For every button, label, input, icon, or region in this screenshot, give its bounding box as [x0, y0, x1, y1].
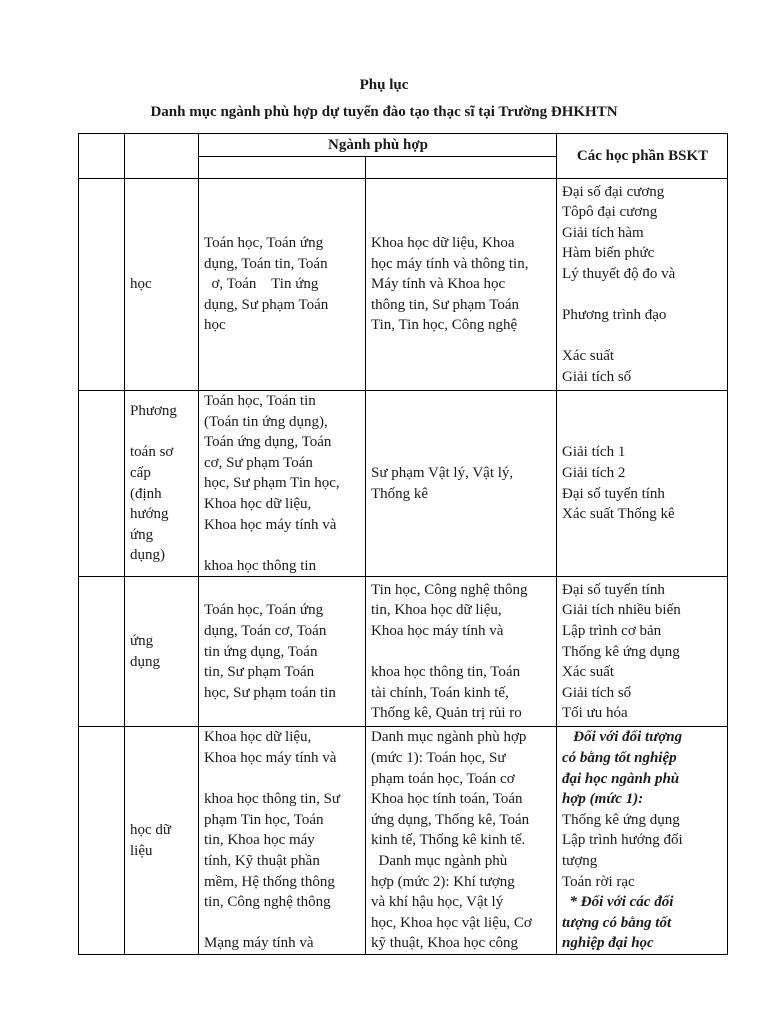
cell-line	[204, 769, 361, 790]
cell-line: khoa học thông tin, Toán	[371, 664, 521, 681]
bskt-courses-cell	[557, 179, 728, 391]
cell-line	[204, 913, 361, 934]
cell-line: học, Khoa học vật liệu, Cơ	[371, 914, 532, 931]
cell-line: Giải tích số	[562, 368, 632, 385]
cell-line: Lập trình cơ bản	[562, 622, 662, 639]
cell-line: Xác suất Thống kê	[562, 506, 675, 523]
cell-line: Toán rời rạc	[562, 873, 635, 890]
cell-line	[562, 285, 723, 306]
cell-line: kinh tế, Thống kê kinh tế.	[371, 832, 526, 849]
cell-line: Khoa học máy tính và	[204, 516, 337, 533]
cell-line: Lập trình hướng đối	[562, 832, 683, 849]
cell-line: kỹ thuật, Khoa học công	[371, 935, 519, 952]
cell-line: khoa học thông tin	[204, 557, 317, 574]
bskt-courses-cell	[557, 727, 728, 955]
cell-line: cơ, Sư phạm Toán	[204, 454, 313, 471]
cell-line: tài chính, Toán kinh tế,	[371, 684, 509, 701]
cell-line: mềm, Hệ thống thông	[204, 873, 335, 890]
cell-line: Đại số tuyến tính	[562, 581, 665, 598]
cell-line: Tin, Tin học, Công nghệ	[371, 317, 518, 334]
cell-line: có bằng tốt nghiệp	[562, 749, 677, 766]
table-row	[79, 577, 728, 727]
cell-line	[130, 422, 194, 443]
cell-line	[562, 326, 723, 347]
cell-line: học, Sư phạm Tin học,	[204, 475, 340, 492]
programs-table	[78, 133, 728, 955]
cell-line: phạm toán học, Toán cơ	[371, 770, 515, 787]
cell-line: tin, Sư phạm Toán	[204, 664, 315, 681]
cell-line: Toán ứng dụng, Toán	[204, 434, 332, 451]
cell-line: Phương	[130, 403, 177, 420]
header-blank-col2	[366, 157, 557, 179]
header-bskt: Các học phần BSKT	[557, 134, 728, 179]
suitable-majors-cell-2	[366, 577, 557, 727]
cell-line: Thống kê ứng dụng	[562, 811, 680, 828]
cell-line: Lý thuyết độ đo và	[562, 265, 676, 282]
cell-line: tin, Khoa học máy	[204, 832, 315, 849]
cell-line: Tin học, Công nghệ thông	[371, 581, 528, 598]
cell-line: Khoa học dữ liệu,	[204, 495, 312, 512]
cell-line: cấp	[130, 465, 151, 482]
cell-line: Hàm biến phức	[562, 245, 655, 262]
cell-line: tin, Khoa học dữ liệu,	[371, 602, 502, 619]
cell-line: Đối với đối tượng	[562, 729, 683, 746]
suitable-majors-cell-1	[199, 391, 366, 577]
cell-line: Khoa học máy tính và	[204, 749, 337, 766]
cell-line: tượng có bằng tốt	[562, 914, 672, 931]
cell-line: Danh mục ngành phù hợp	[371, 729, 527, 746]
cell-line: Tôpô đại cương	[562, 204, 658, 221]
program-name-cell	[125, 391, 199, 577]
suitable-majors-cell-1	[199, 179, 366, 391]
suitable-majors-cell-2	[366, 391, 557, 577]
cell-line: Toán học, Toán ứng	[204, 235, 324, 252]
cell-line: Mạng máy tính và	[204, 935, 314, 952]
cell-line: học, Sư phạm toán tin	[204, 684, 336, 701]
cell-line: Xác suất	[562, 348, 615, 365]
cell-line: liệu	[130, 842, 153, 859]
program-name-cell	[125, 577, 199, 727]
cell-line: Khoa học máy tính và	[371, 622, 504, 639]
cell-line: Thống kê	[371, 485, 429, 502]
cell-line: Giải tích nhiều biến	[562, 602, 681, 619]
cell-line: dụng	[130, 653, 160, 670]
cell-line: ứng	[130, 526, 154, 543]
cell-line: phạm Tin học, Toán	[204, 811, 324, 828]
cell-line: thông tin, Sư phạm Toán	[371, 296, 520, 313]
cell-line: Giải tích hàm	[562, 224, 644, 241]
program-name-cell	[125, 727, 199, 955]
cell-line: khoa học thông tin, Sư	[204, 791, 341, 808]
cell-line: Thống kê, Quản trị rủi ro	[371, 705, 522, 722]
cell-line: hợp (mức 1):	[562, 791, 644, 808]
cell-line: học dữ	[130, 822, 172, 839]
cell-line: tượng	[562, 852, 598, 869]
table-row	[79, 727, 728, 955]
cell-line: Phương trình đạo	[562, 307, 667, 324]
header-suitable-majors: Ngành phù hợp	[199, 134, 557, 157]
cell-line: nghiệp đại học	[562, 935, 654, 952]
cell-line: Tối ưu hóa	[562, 705, 628, 722]
cell-line: dụng, Sư phạm Toán	[204, 296, 329, 313]
cell-line: Toán học, Toán ứng	[204, 602, 324, 619]
cell-line: học máy tính và thông tin,	[371, 255, 529, 272]
row-number-cell	[79, 577, 125, 727]
table-row	[79, 391, 728, 577]
cell-line: (Toán tin ứng dụng),	[204, 413, 328, 430]
cell-line: toán sơ	[130, 444, 174, 461]
cell-line: Giải tích số	[562, 684, 632, 701]
cell-line: Giải tích 1	[562, 444, 626, 461]
table-row	[79, 179, 728, 391]
suitable-majors-cell-2	[366, 179, 557, 391]
page-title: Phụ lục	[359, 77, 409, 93]
cell-line: dụng, Toán cơ, Toán	[204, 622, 327, 639]
cell-line: ơ, Toán Tin ứng	[204, 276, 319, 293]
cell-line: Máy tính và Khoa học	[371, 276, 506, 293]
cell-line: * Đối với các đối	[562, 894, 674, 911]
cell-line: Khoa học tính toán, Toán	[371, 791, 523, 808]
program-name-cell	[125, 179, 199, 391]
cell-line: Sư phạm Vật lý, Vật lý,	[371, 465, 514, 482]
cell-line: học	[130, 276, 152, 293]
header-blank-number	[79, 134, 125, 179]
bskt-courses-cell	[557, 577, 728, 727]
cell-line: dụng)	[130, 547, 165, 564]
row-number-cell	[79, 391, 125, 577]
cell-line: Đại số tuyến tính	[562, 485, 665, 502]
cell-line: (mức 1): Toán học, Sư	[371, 749, 506, 766]
suitable-majors-cell-1	[199, 577, 366, 727]
cell-line: hợp (mức 2): Khí tượng	[371, 873, 515, 890]
cell-line: đại học ngành phù	[562, 770, 680, 787]
row-number-cell	[79, 727, 125, 955]
cell-line: Thống kê ứng dụng	[562, 643, 680, 660]
cell-line: Khoa học dữ liệu, Khoa	[371, 235, 515, 252]
cell-line: hướng	[130, 506, 169, 523]
row-number-cell	[79, 179, 125, 391]
page-subtitle: Danh mục ngành phù hợp dự tuyển đào tạo thạc sĩ tại Trường ĐHKHTN	[150, 104, 618, 120]
cell-line: Đại số đại cương	[562, 183, 665, 200]
cell-line: tin, Công nghệ thông	[204, 894, 331, 911]
header-blank-program	[125, 134, 199, 179]
cell-line	[371, 642, 552, 663]
cell-line: Danh mục ngành phù	[371, 852, 508, 869]
cell-line: tính, Kỹ thuật phần	[204, 852, 320, 869]
cell-line: ứng dụng, Thống kê, Toán	[371, 811, 530, 828]
cell-line: Xác suất	[562, 664, 615, 681]
header-blank-col1	[199, 157, 366, 179]
cell-line: dụng, Toán tin, Toán	[204, 255, 328, 272]
suitable-majors-cell-2	[366, 727, 557, 955]
cell-line: tin ứng dụng, Toán	[204, 643, 318, 660]
cell-line: và khí hậu học, Vật lý	[371, 894, 504, 911]
suitable-majors-cell-1	[199, 727, 366, 955]
cell-line	[204, 535, 361, 556]
cell-line: Giải tích 2	[562, 465, 626, 482]
cell-line: Khoa học dữ liệu,	[204, 729, 312, 746]
bskt-courses-cell	[557, 391, 728, 577]
cell-line: (định	[130, 485, 162, 502]
cell-line: Toán học, Toán tin	[204, 393, 316, 409]
cell-line: học	[204, 317, 226, 334]
cell-line: ứng	[130, 633, 154, 650]
